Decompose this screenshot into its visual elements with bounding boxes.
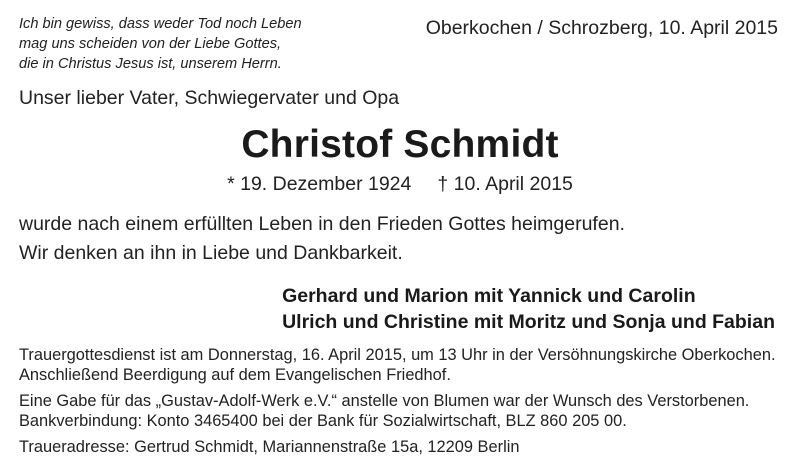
mourning-address: Traueradresse: Gertrud Schmidt, Mariannenstraße 15a, 12209 Berlin [19, 438, 520, 456]
birth-date: * 19. Dezember 1924 [227, 173, 412, 195]
body-text-line: wurde nach einem erfüllten Leben in den Frieden Gottes heimgerufen. [19, 213, 625, 235]
service-info: Trauergottesdienst ist am Donnerstag, 16. April 2015, um 13 Uhr in der Versöhnungskirche Oberkochen. [19, 346, 776, 364]
burial-info: Anschließend Beerdigung auf dem Evangelischen Friedhof. [19, 366, 451, 384]
body-text-line: Wir denken an ihn in Liebe und Dankbarkeit. [19, 242, 403, 264]
funeral-notes [19, 345, 776, 457]
donation-info: Eine Gabe für das „Gustav-Adolf-Werk e.V.“ anstelle von Blumen war der Wunsch des Verstorbenen. [19, 392, 750, 410]
place-date-line: Oberkochen / Schrozberg, 10. April 2015 [425, 17, 778, 39]
family-line: Gerhard und Marion mit Yannick und Carolin [282, 285, 696, 307]
verse-line: die in Christus Jesus ist, unserem Herrn. [19, 56, 282, 72]
family-signatures [282, 283, 775, 335]
family-line: Ulrich und Christine mit Moritz und Sonja und Fabian [282, 311, 775, 333]
deceased-name: Christof Schmidt [241, 123, 559, 166]
verse-line: Ich bin gewiss, dass weder Tod noch Leben [19, 16, 302, 32]
bible-verse [19, 14, 302, 74]
intro-text: Unser lieber Vater, Schwiegervater und Opa [19, 87, 400, 109]
bank-info: Bankverbindung: Konto 3465400 bei der Bank für Sozialwirtschaft, BLZ 860 205 00. [19, 412, 627, 430]
life-dates [0, 173, 800, 196]
death-date: † 10. April 2015 [437, 173, 573, 195]
verse-line: mag uns scheiden von der Liebe Gottes, [19, 36, 282, 52]
